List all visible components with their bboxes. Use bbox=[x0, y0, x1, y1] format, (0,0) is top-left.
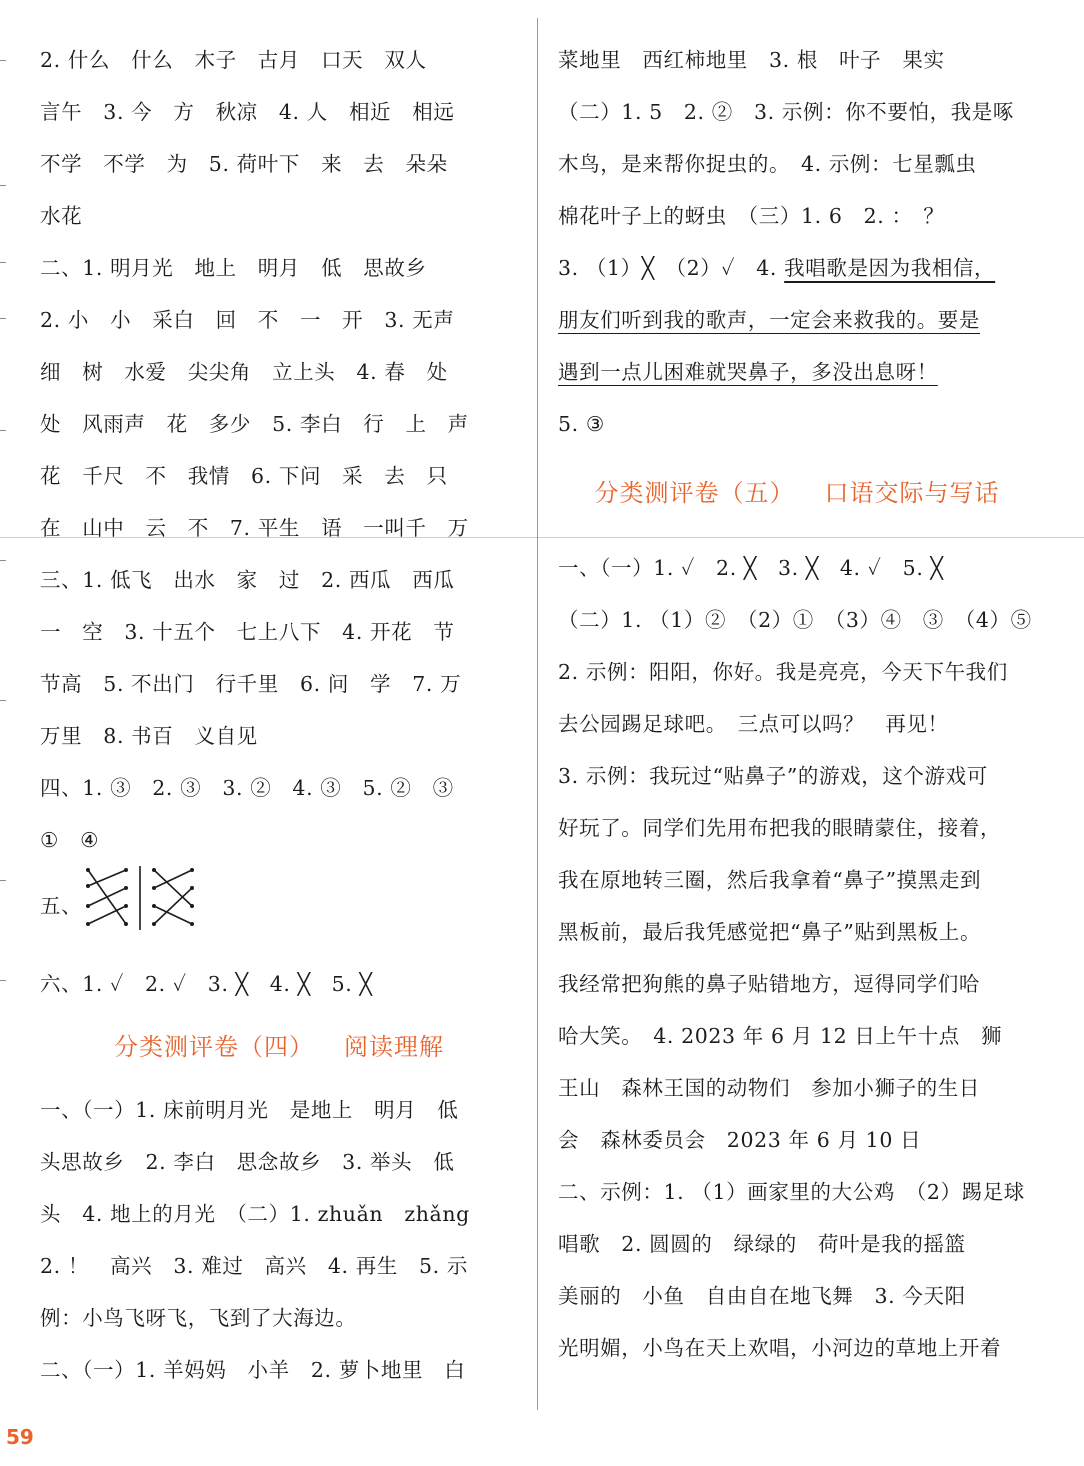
underlined-answer: 我唱歌是因为我相信， bbox=[784, 256, 996, 280]
answer-line: 5. ③ bbox=[558, 412, 605, 436]
answer-line: 我经常把狗熊的鼻子贴错地方，逗得同学们哈 bbox=[558, 972, 980, 996]
answer-line: 例：小鸟飞呀飞，飞到了大海边。 bbox=[40, 1306, 357, 1330]
section-heading-four bbox=[40, 1010, 518, 1084]
matching-lines-figure bbox=[86, 866, 196, 949]
answer-line: 三、1. 低飞 出水 家 过 2. 西瓜 西瓜 bbox=[40, 568, 455, 592]
answer-line: 头 4. 地上的月光 （二）1. zhuǎn zhǎng bbox=[40, 1202, 470, 1226]
answer-prefix: 3. （1）╳ （2）✓ 4. bbox=[558, 256, 785, 280]
left-column bbox=[40, 34, 518, 1396]
answer-line: 美丽的 小鱼 自由自在地飞舞 3. 今天阳 bbox=[558, 1284, 966, 1308]
answer-line: 头思故乡 2. 李白 思念故乡 3. 举头 低 bbox=[40, 1150, 455, 1174]
answer-line: 去公园踢足球吧。 三点可以吗？ 再见！ bbox=[558, 712, 949, 736]
answer-line: 在 山中 云 不 7. 平生 语 一叫千 万 bbox=[40, 516, 469, 540]
matching-lines-diagram bbox=[86, 866, 196, 930]
margin-marks bbox=[0, 0, 10, 1466]
answer-line: 黑板前，最后我凭感觉把“鼻子”贴到黑板上。 bbox=[558, 920, 982, 944]
answer-line: 我在原地转三圈，然后我拿着“鼻子”摸黑走到 bbox=[558, 868, 982, 892]
heading-title: 分类测评卷（四） bbox=[114, 1033, 314, 1061]
answer-line: 水花 bbox=[40, 204, 83, 228]
answer-line: 节高 5. 不出门 行千里 6. 问 学 7. 万 bbox=[40, 672, 462, 696]
answer-line: 万里 8. 书百 义自见 bbox=[40, 724, 258, 748]
answer-line: 光明媚，小鸟在天上欢唱，小河边的草地上开着 bbox=[558, 1336, 1002, 1360]
heading-title: 分类测评卷（五） bbox=[594, 479, 795, 507]
answer-line: 菜地里 西红柿地里 3. 根 叶子 果实 bbox=[558, 48, 945, 72]
answer-line: 不学 不学 为 5. 荷叶下 来 去 朵朵 bbox=[40, 152, 448, 176]
spacer bbox=[558, 530, 1036, 542]
answer-line: 哈大笑。 4. 2023 年 6 月 12 日上午十点 狮 bbox=[558, 1024, 1003, 1048]
answer-line: 棉花叶子上的蚜虫 （三）1. 6 2. ： ？ bbox=[558, 204, 945, 228]
answer-line: 六、1. ✓ 2. ✓ 3. ╳ 4. ╳ 5. ╳ bbox=[40, 972, 373, 996]
answer-line: 会 森林委员会 2023 年 6 月 10 日 bbox=[558, 1128, 922, 1152]
answer-line: 木鸟，是来帮你捉虫的。 4. 示例：七星瓢虫 bbox=[558, 152, 977, 176]
answer-line: 二、（一）1. 羊妈妈 小羊 2. 萝卜地里 白 bbox=[40, 1358, 466, 1382]
matching-answer bbox=[40, 866, 518, 958]
heading-subtitle: 口语交际与写话 bbox=[824, 479, 1000, 507]
answer-line: 王山 森林王国的动物们 参加小狮子的生日 bbox=[558, 1076, 980, 1100]
answer-line: 好玩了。同学们先用布把我的眼睛蒙住，接着， bbox=[558, 816, 1002, 840]
answer-line: 一、（一）1. ✓ 2. ╳ 3. ╳ 4. ✓ 5. ╳ bbox=[558, 556, 944, 580]
answer-line: 一 空 3. 十五个 七上八下 4. 开花 节 bbox=[40, 620, 455, 644]
answer-line: （二）1. （1）② （2）① （3）④ ③ （4）⑤ bbox=[558, 608, 1032, 632]
answer-line: （二）1. 5 2. ② 3. 示例：你不要怕，我是啄 bbox=[558, 100, 1014, 124]
answer-line: 花 千尺 不 我情 6. 下问 采 去 只 bbox=[40, 464, 448, 488]
answer-line: 二、1. 明月光 地上 明月 低 思故乡 bbox=[40, 256, 427, 280]
matching-label: 五、 bbox=[40, 894, 83, 918]
answer-line: 二、示例：1. （1）画家里的大公鸡 （2）踢足球 bbox=[558, 1180, 1025, 1204]
page-number: 59 bbox=[6, 1425, 34, 1449]
answer-line: 3. 示例：我玩过“贴鼻子”的游戏，这个游戏可 bbox=[558, 764, 988, 788]
underlined-answer: 朋友们听到我的歌声，一定会来救我的。要是 bbox=[558, 308, 980, 332]
answer-line: 唱歌 2. 圆圆的 绿绿的 荷叶是我的摇篮 bbox=[558, 1232, 966, 1256]
answer-line bbox=[558, 242, 1036, 294]
underlined-answer: 遇到一点儿困难就哭鼻子，多没出息呀！ bbox=[558, 360, 938, 384]
answer-line: ① ④ bbox=[40, 828, 100, 852]
heading-subtitle: 阅读理解 bbox=[344, 1033, 444, 1061]
column-divider bbox=[537, 18, 538, 1410]
right-column bbox=[558, 34, 1036, 1374]
answer-line: 处 风雨声 花 多少 5. 李白 行 上 声 bbox=[40, 412, 469, 436]
answer-line: 2. 示例：阳阳，你好。我是亮亮，今天下午我们 bbox=[558, 660, 1008, 684]
answer-line: 一、（一）1. 床前明月光 是地上 明月 低 bbox=[40, 1098, 459, 1122]
answer-line: 2. ！ 高兴 3. 难过 高兴 4. 再生 5. 示 bbox=[40, 1254, 469, 1278]
answer-line: 细 树 水爱 尖尖角 立上头 4. 春 处 bbox=[40, 360, 448, 384]
answer-line: 言午 3. 今 方 秋凉 4. 人 相近 相远 bbox=[40, 100, 455, 124]
answer-line: 2. 什么 什么 木子 古月 口天 双人 bbox=[40, 48, 427, 72]
answer-line: 2. 小 小 采白 回 不 一 开 3. 无声 bbox=[40, 308, 455, 332]
answer-line: 四、1. ③ 2. ③ 3. ② 4. ③ 5. ② ③ bbox=[40, 776, 454, 800]
section-heading-five bbox=[558, 456, 1036, 530]
